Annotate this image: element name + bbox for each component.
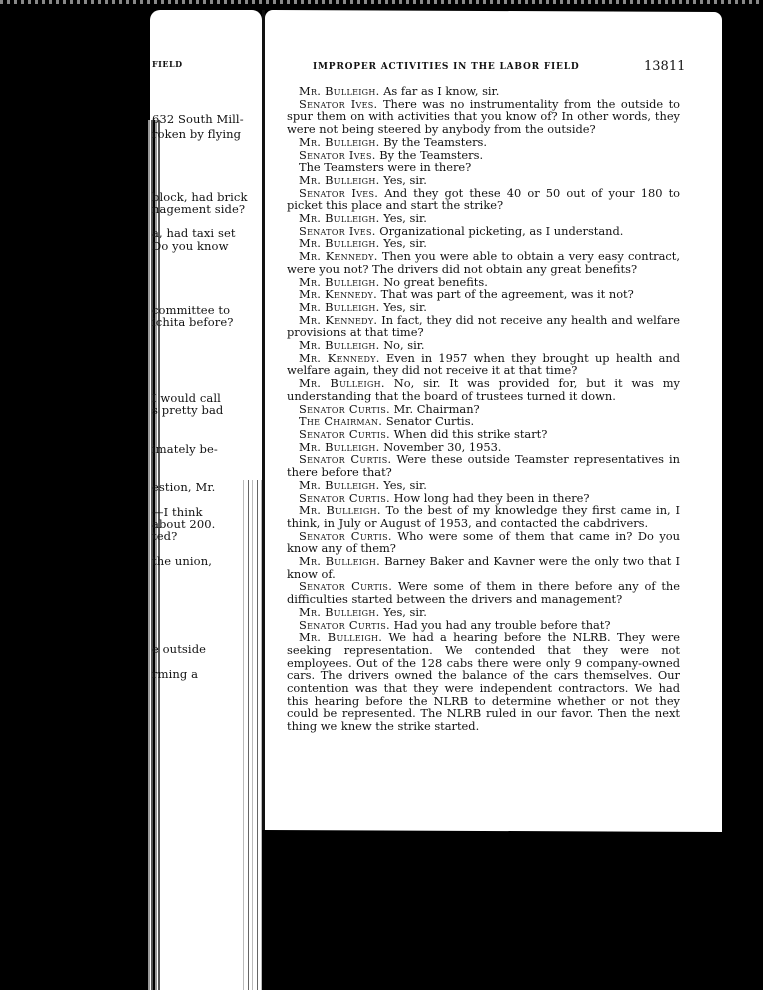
left-text-fragment: imately be-: [152, 442, 218, 456]
speaker-name: Senator Curtis.: [299, 528, 392, 543]
transcript-paragraph: [287, 98, 680, 136]
speaker-name: Senator Ives.: [299, 223, 376, 238]
speaker-name: Senator Ives.: [299, 147, 376, 162]
speaker-name: Mr. Bulleigh.: [299, 274, 380, 289]
speaker-name: Mr. Bulleigh.: [299, 172, 380, 187]
speech-text: How long had they been in there?: [393, 490, 590, 505]
speaker-name: Senator Curtis.: [299, 452, 392, 467]
speaker-name: Senator Curtis.: [299, 426, 390, 441]
speaker-name: Mr. Bulleigh.: [299, 604, 380, 619]
speech-text: Senator Curtis.: [385, 414, 475, 429]
speech-text: No great benefits.: [383, 274, 488, 289]
speaker-name: Mr. Bulleigh.: [299, 630, 383, 645]
left-text-fragment: 632 South Mill-: [152, 112, 244, 126]
transcript-paragraph: [287, 352, 680, 377]
transcript-paragraph: [287, 314, 680, 339]
speaker-name: Mr. Bulleigh.: [299, 439, 380, 454]
scan-edge: [0, 0, 763, 4]
speech-text: Yes, sir.: [383, 172, 427, 187]
left-text-fragment: committee to: [152, 303, 231, 317]
speech-text: Yes, sir.: [383, 604, 427, 619]
transcript-paragraph: [287, 631, 680, 733]
page-number: 13811: [644, 59, 686, 74]
transcript-paragraph: [287, 187, 680, 212]
speaker-name: Senator Curtis.: [299, 579, 393, 594]
speaker-name: Mr. Kennedy.: [299, 287, 378, 302]
left-text-fragment: about 200.: [152, 517, 216, 531]
left-text-fragment: block, had brick: [152, 190, 248, 204]
speaker-name: Senator Ives.: [299, 96, 378, 111]
speaker-name: Mr. Bulleigh.: [299, 554, 381, 569]
speaker-name: Mr. Bulleigh.: [299, 134, 380, 149]
speech-text: In fact, they did not receive any health and welfare provisions at that time?: [287, 312, 680, 340]
speech-text: That was part of the agreement, was it not?: [380, 287, 634, 302]
left-running-head: FIELD: [152, 59, 183, 69]
speaker-name: Mr. Bulleigh.: [299, 477, 380, 492]
speech-text: Yes, sir.: [383, 211, 427, 226]
speech-text: Mr. Chairman?: [393, 401, 480, 416]
speech-text: Were some of them in there before any of the difficulties started between the drivers and management?: [287, 579, 681, 607]
left-text-fragment: roken by flying: [152, 127, 242, 141]
speaker-name: Senator Ives.: [299, 185, 379, 200]
speech-text: There was no instrumentality from the outside to spur them on with activities that you know of? In other words, they were not being steered by anybody from the outside?: [287, 96, 681, 137]
speech-text: The Teamsters were in there?: [299, 160, 472, 175]
left-text-fragment: ichita before?: [152, 315, 234, 329]
speech-text: And they got these 40 or 50 out of your 180 to picket this place and start the strike?: [287, 185, 681, 213]
speech-text: Who were some of them that came in? Do you know any of them?: [287, 528, 681, 556]
transcript-paragraph: [287, 530, 680, 555]
speaker-name: Mr. Bulleigh.: [299, 338, 380, 353]
left-text-fragment: a, had taxi set: [152, 226, 236, 240]
speech-text: Had you had any trouble before that?: [393, 617, 611, 632]
speaker-name: Mr. Bulleigh.: [299, 299, 380, 314]
speech-text: November 30, 1953.: [383, 439, 502, 454]
left-text-fragment: —I think: [152, 505, 203, 519]
speaker-name: Mr. Bulleigh.: [299, 211, 380, 226]
speech-text: Were these outside Teamster representatives in there before that?: [287, 452, 680, 480]
speech-text: Barney Baker and Kavner were the only two that I know of.: [287, 554, 681, 581]
binding-shadow: [240, 480, 262, 990]
speech-text: When did this strike start?: [393, 426, 548, 441]
speech-text: Then you were able to obtain a very easy contract, were you not? The drivers did not obtain any great benefits?: [287, 249, 680, 276]
speech-text: As far as I know, sir.: [383, 84, 500, 98]
transcript-paragraph: [287, 555, 680, 580]
speaker-name: Mr. Kennedy.: [299, 249, 378, 264]
speaker-name: Mr. Bulleigh.: [299, 376, 385, 391]
speech-text: Yes, sir.: [383, 299, 427, 314]
speaker-name: Mr. Bulleigh.: [299, 503, 381, 518]
speech-text: Yes, sir.: [383, 477, 427, 492]
transcript-paragraph: [287, 580, 680, 605]
speech-text: To the best of my knowledge they first came in, I think, in July or August of 1953, and contacted the cabdrivers.: [287, 503, 680, 530]
left-text-fragment: the union,: [152, 554, 212, 568]
transcript-paragraph: [287, 453, 680, 478]
left-text-fragment: rming a: [152, 667, 199, 681]
speaker-name: Senator Curtis.: [299, 401, 390, 416]
speaker-name: Mr. Kennedy.: [299, 350, 380, 365]
left-text-fragment: estion, Mr.: [152, 480, 216, 494]
left-text-fragment: ted?: [152, 529, 178, 543]
speech-text: Organizational picketing, as I understand.: [379, 223, 624, 238]
transcript-paragraph: [287, 504, 680, 529]
speech-text: Yes, sir.: [383, 236, 427, 251]
speaker-name: Mr. Bulleigh.: [299, 236, 380, 251]
speaker-name: The Chairman.: [299, 414, 383, 429]
transcript-paragraph: [287, 377, 680, 402]
speech-text: By the Teamsters.: [383, 134, 488, 149]
left-text-fragment: nagement side?: [152, 202, 246, 216]
speaker-name: Mr. Bulleigh.: [299, 84, 380, 98]
left-text-fragment: e outside: [152, 642, 207, 656]
speech-text: No, sir.: [383, 338, 425, 353]
speech-text: By the Teamsters.: [379, 147, 484, 162]
speech-text: No, sir. It was provided for, but it was my understanding that the board of trustees turned it down.: [287, 376, 680, 403]
speech-text: Even in 1957 when they brought up health and welfare again, they did not receive it at that time?: [287, 350, 680, 378]
left-text-fragment: I would call: [152, 391, 221, 405]
running-head: IMPROPER ACTIVITIES IN THE LABOR FIELD: [313, 62, 580, 72]
transcript-paragraph: [287, 250, 680, 275]
left-text-fragment: Do you know: [152, 239, 229, 253]
speaker-name: Mr. Kennedy.: [299, 312, 378, 327]
transcript-body: [287, 85, 680, 733]
speaker-name: Senator Curtis.: [299, 617, 390, 632]
speaker-name: Senator Curtis.: [299, 490, 390, 505]
speech-text: We had a hearing before the NLRB. They were seeking representation. We contended that they were not employees. Out of the 128 cabs there were only 9 company-owned cars. The drivers owned the balance of the cars themselves. Our contention was that they were independent contractors. We had this hearing before the NLRB to determine whether or not they could be represented. The NLRB ruled in our favor. Then the next thing we knew the strike started.: [287, 630, 680, 734]
left-text-fragment: s pretty bad: [152, 403, 224, 417]
